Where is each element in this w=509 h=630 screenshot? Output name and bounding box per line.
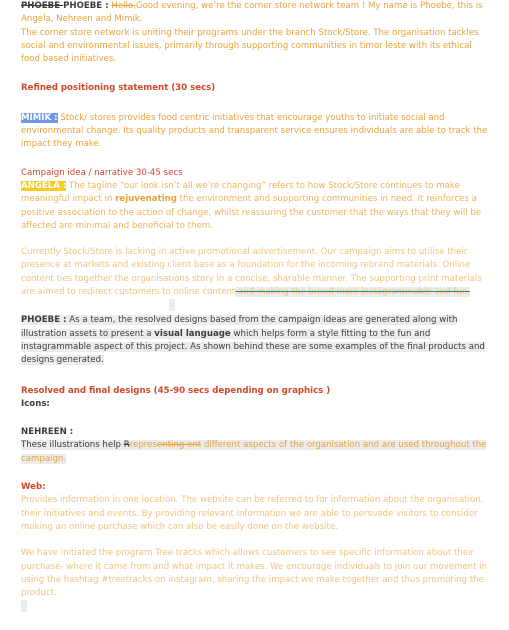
resolved-heading: Resolved and final designs (45-90 secs depending on graphics ) bbox=[21, 385, 331, 396]
campaign-paragraph-2 bbox=[21, 246, 489, 299]
edit-mark-2 bbox=[21, 600, 27, 612]
speaker-label-phoebe: PHOEBE : bbox=[63, 1, 109, 11]
phoebe-paragraph bbox=[21, 314, 489, 367]
positioning-text: Stock/ stores provides food centric initiatives that encourage youths to initiate social and environmental change. Its quality products and transparent service ensures individuals are able to track the impact they make. bbox=[21, 112, 488, 150]
campaign-text-b: the environment and supporting communities in need. It reinforces a positive association to the action of change, whilst reassuring the customer that the ways that they will be affected are minimal and beneficial to them. bbox=[21, 194, 482, 231]
campaign-heading: Campaign idea / narrative 30-45 secs bbox=[21, 167, 183, 178]
speaker-label-phoebe-2: PHOEBE : bbox=[21, 315, 67, 326]
web-label: Web: bbox=[21, 482, 46, 493]
struck-speaker-label: PHOEBE bbox=[21, 1, 64, 11]
campaign-text-a: The tagline “our look isn’t all we’re changing” refers to how Stock/Store continues to make meaningful impact in bbox=[21, 180, 460, 205]
speaker-label-angela: ANGELA : bbox=[21, 180, 67, 191]
nehreen-paragraph bbox=[21, 439, 489, 466]
nehreen-struck-r: R bbox=[123, 440, 130, 451]
icons-label: Icons: bbox=[21, 398, 50, 409]
nehreen-struck-ent: enting ent bbox=[156, 440, 202, 451]
positioning-heading: Refined positioning statement (30 secs) bbox=[21, 83, 216, 94]
document-body bbox=[21, 0, 489, 613]
phoebe-bold: visual language bbox=[154, 328, 231, 339]
web-paragraph-2: We have initiated the program Tree tracks which allows customers to see specific information about their purchase- where it came from and what impact it makes. We encourage individuals to join our movement in using the hashtag #treetracks on instagram, sharing the impact we make together and thus promoting the product. bbox=[21, 548, 488, 599]
struck-text: Hello, bbox=[111, 1, 136, 11]
phoebe-text-b: which helps form a style fitting to the fun and instagrammable aspect of this project. As shown behind these are some examples of the final products and designs generated. bbox=[21, 328, 485, 366]
campaign-bold-word: rejuvenating bbox=[115, 194, 177, 205]
phoebe-text-a: As a team, the resolved designs based from the campaign ideas are generated along with illustration assets to present a bbox=[21, 315, 458, 339]
speaker-label-nehreen: NEHREEN : bbox=[21, 427, 74, 438]
nehreen-text-a: These illustrations help bbox=[21, 440, 124, 451]
edit-mark bbox=[169, 299, 175, 311]
intro-paragraph: The corner store network is uniting their programs under the branch Stock/Store. The organisation tackles social and environmental issues, primarily through supporting communities in timor leste with its ethical food based initiatives. bbox=[21, 27, 479, 65]
speaker-label-mimik: MIMIK : bbox=[21, 112, 58, 123]
positioning-paragraph bbox=[21, 112, 489, 152]
intro-greeting bbox=[21, 0, 489, 27]
campaign-para2-text: Currently Stock/Store is lacking in active promotional advertisement. Our campaign aims to utilise their presence at markets and existing client base as a foundation for the incoming rebrand materials. Online content ties together the organisations story in a concise, sharable manner. The supporting print materials are aimed to redirect customers to online content bbox=[21, 247, 482, 298]
campaign-paragraph bbox=[21, 180, 489, 233]
nehreen-text-b: repres bbox=[129, 440, 157, 451]
web-paragraph-1: Provides information in one location. The website can be referred to for information about the organisation, their initiatives and events. By providing relevant information we are able to persuade visitors to consider making an online purchase which can also be easily done on the website. bbox=[21, 495, 484, 532]
greeting-text: Good evening, we’re the corner store network team ! My name is Phoebe, this is Angela, Nehreen and Mimik. bbox=[21, 1, 483, 25]
campaign-struck-text: and making the brand more instagrammable and fun. bbox=[235, 287, 470, 298]
nehreen-text-c: different aspects of the organisation and are used throughout the campaign. bbox=[21, 440, 487, 464]
